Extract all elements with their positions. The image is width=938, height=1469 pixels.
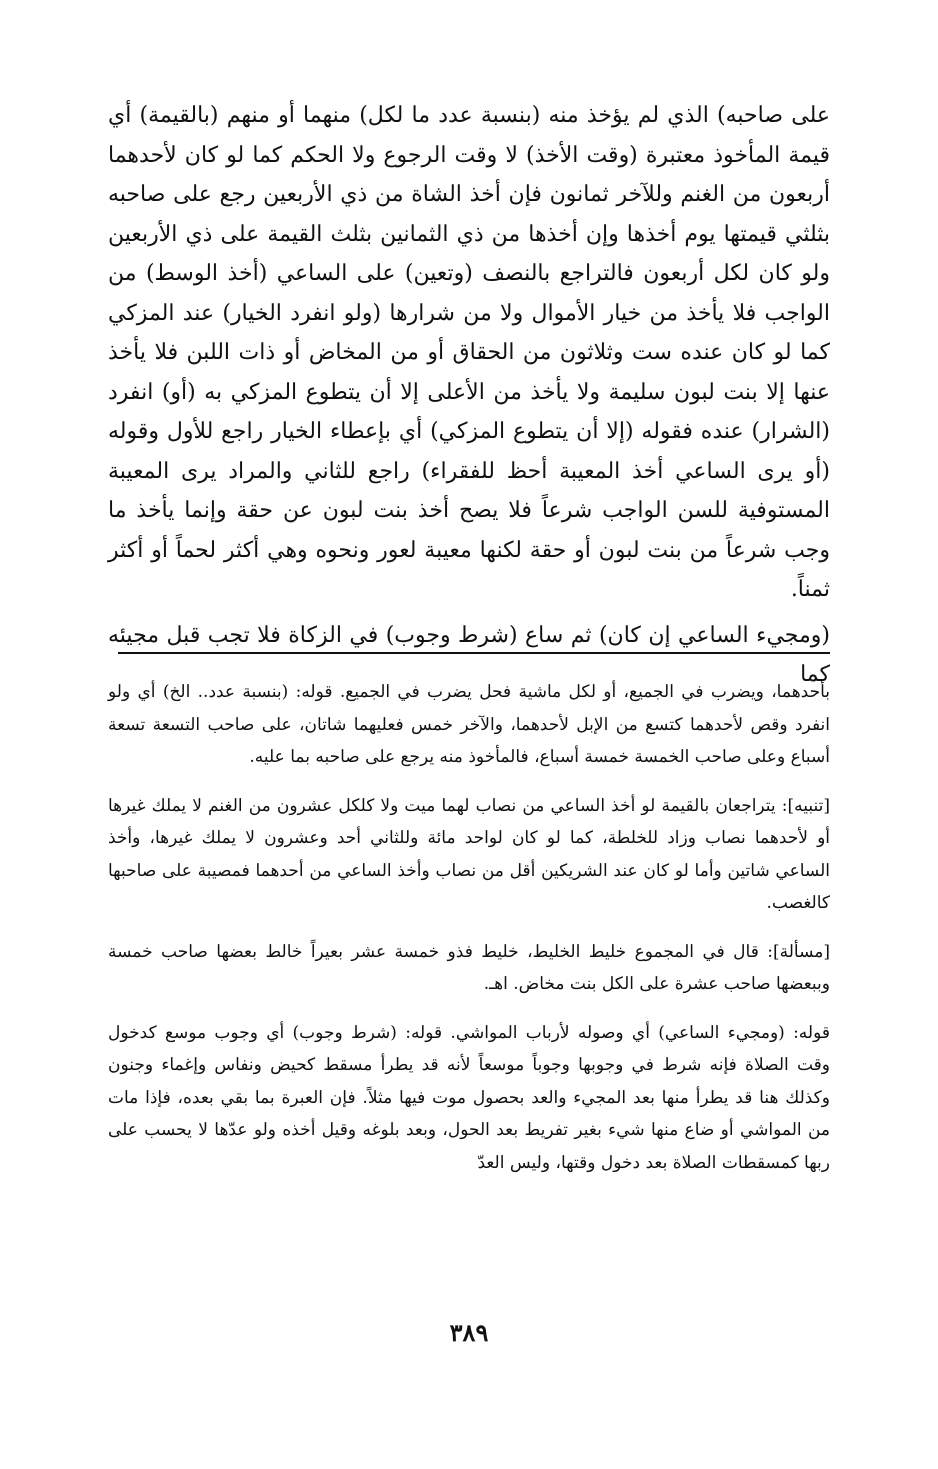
page-number: ٣٨٩ [449, 1318, 489, 1347]
footnote-paragraph: بأحدهما، ويضرب في الجميع، أو لكل ماشية فحل يضرب في الجميع. قوله: (بنسبة عدد.. الخ) أي ولو انفرد وقص لأحدهما كتسع من الإبل لأحدهما، والآخر خمس فعليهما شاتان، على صاحب التسعة تسعة أسباع وعلى صاحب الخمسة خمسة أسباع، فالمأخوذ منه يرجع على صاحبه بما عليه. [108, 682, 830, 767]
main-text [108, 96, 830, 695]
main-paragraph-1: على صاحبه) الذي لم يؤخذ منه (بنسبة عدد ما لكل) منهما أو منهم (بالقيمة) أي قيمة المأخوذ معتبرة (وقت الأخذ) لا وقت الرجوع ولا الحكم كما لو كان لأحدهما أربعون من الغنم وللآخر ثمانون فإن أخذ الشاة من ذي الأربعين رجع على صاحبه بثلثي قيمتها يوم أخذها وإن أخذها من ذي الثمانين بثلث القيمة على ذي الأربعين ولو كان لكل أربعون فالتراجع بالنصف (وتعين) على الساعي (أخذ الوسط) من الواجب فلا يأخذ من خيار الأموال ولا من شرارها (ولو انفرد الخيار) عند المزكي كما لو كان عنده ست وثلاثون من الحقاق أو من المخاض أو ذات اللبن فلا يأخذ عنها إلا بنت لبون سليمة ولا يأخذ من الأعلى إلا أن يتطوع المزكي به (أو) انفرد (الشرار) عنده فقوله (إلا أن يتطوع المزكي) أي بإعطاء الخيار راجع للأول وقوله (أو يرى الساعي أخذ المعيبة أحظ للفقراء) راجع للثاني والمراد يرى المعيبة المستوفية للسن الواجب شرعاً فلا يصح أخذ بنت لبون عن حقة وإنما يأخذ ما وجب شرعاً من بنت لبون أو حقة لكنها معيبة لعور ونحوه وهي أكثر لحماً أو أكثر ثمناً. [108, 103, 830, 602]
footnote-paragraph: [تنبيه]: يتراجعان بالقيمة لو أخذ الساعي من نصاب لهما ميت ولا كلكل عشرون من الغنم لا يملك غيرها أو لأحدهما نصاب وزاد للخلطة، كما لو كان لواحد مائة وللثاني أحد وعشرون لا يملك غيرها، وأخذ الساعي شاتين وأما لو كان عند الشريكين أقل من نصاب وأخذ الساعي من أحدهما فمصيبة على صاحبها كالغصب. [108, 795, 830, 913]
footnote-separator [118, 652, 830, 654]
footnote-paragraph: [مسألة]: قال في المجموع خليط الخليط، خليط فذو خمسة عشر بعيراً خالط بعضها صاحب خمسة وببعضها صاحب عشرة على الكل بنت مخاض. اهـ. [108, 941, 830, 994]
footnote-paragraph: قوله: (ومجيء الساعي) أي وصوله لأرباب المواشي. قوله: (شرط وجوب) أي وجوب موسع كدخول وقت الصلاة فإنه شرط في وجوبها وجوباً موسعاً لأنه قد يطرأ مسقط كحيض ونفاس وإغماء وجنون وكذلك هنا قد يطرأ منها بعد المجيء والعد بحصول موت فيها مثلاً. فإن العبرة بما بقي بعده، فإذا مات من المواشي أو ضاع منها شيء بغير تفريط بعد الحول، وبعد بلوغه وقيل أخذه ولو عدّها لا يحسب على ربها كمسقطات الصلاة بعد دخول وقتها، وليس العدّ [108, 1022, 830, 1173]
main-paragraph-2: (ومجيء الساعي إن كان) ثم ساع (شرط وجوب) في الزكاة فلا تجب قبل مجيئه كما [108, 622, 830, 687]
footnotes [108, 676, 830, 1195]
